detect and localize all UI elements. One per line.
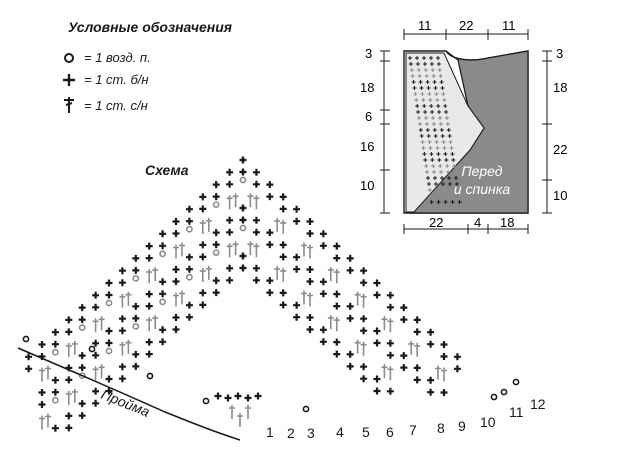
dim-right-3: 22	[553, 142, 568, 157]
row-number-5: 5	[362, 424, 370, 440]
dim-bottom-left: 22	[429, 215, 444, 230]
dim-right-1: 3	[556, 46, 564, 61]
dim-left-5: 10	[360, 178, 375, 193]
dim-left-2: 18	[360, 80, 375, 95]
row-number-11: 11	[509, 404, 524, 420]
dim-left-4: 16	[360, 139, 375, 154]
row-number-8: 8	[437, 420, 445, 436]
row-number-3: 3	[307, 425, 315, 441]
row-number-1: 1	[266, 424, 274, 440]
row-number-6: 6	[386, 424, 394, 440]
dim-top-mid: 22	[459, 18, 474, 33]
legend-dc-text: = 1 ст. с/н	[84, 97, 148, 113]
legend-title: Условные обозначения	[68, 19, 233, 35]
garment-label-line2: и спинка	[453, 181, 511, 197]
dim-right-2: 18	[553, 80, 568, 95]
dim-bottom-right: 18	[500, 215, 515, 230]
row-number-12: 12	[530, 396, 546, 412]
row-number-7: 7	[409, 422, 417, 438]
legend-chain-text: = 1 возд. п.	[84, 50, 151, 65]
armhole-label: Пройма	[98, 385, 153, 420]
dim-top-left: 11	[418, 18, 432, 33]
scheme-title: Схема	[145, 162, 189, 178]
row-number-9: 9	[458, 418, 466, 434]
dim-left-3: 6	[365, 109, 373, 124]
garment-label-line1: Перед	[461, 163, 503, 179]
dim-bottom-mid: 4	[474, 215, 482, 230]
dim-top-right: 11	[502, 18, 516, 33]
row-number-4: 4	[336, 424, 344, 440]
row-number-2: 2	[287, 425, 295, 441]
legend-sc-text: = 1 ст. б/н	[84, 72, 149, 87]
row-number-10: 10	[480, 414, 496, 430]
dim-left-1: 3	[365, 46, 373, 61]
dim-right-4: 10	[553, 188, 568, 203]
